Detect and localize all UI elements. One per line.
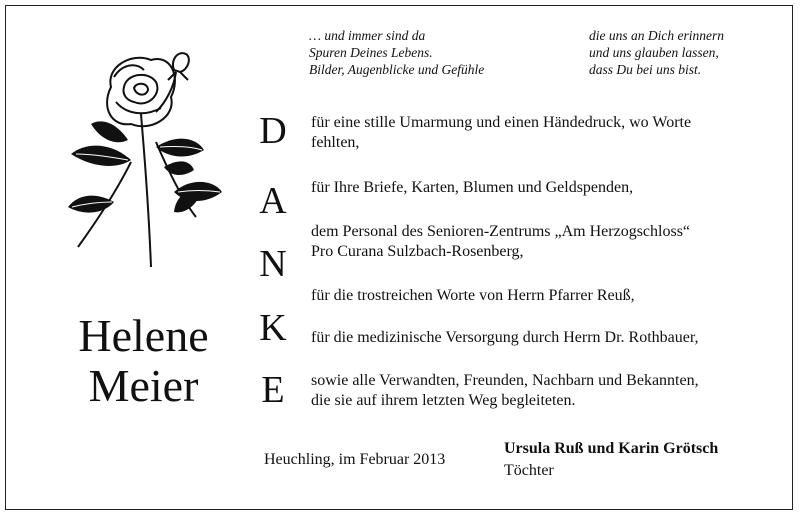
thanks-item [311,328,699,348]
thanks-line: für die trostreichen Worte von Herrn Pfarrer Reuß, [311,287,635,304]
poem-right [589,27,724,78]
danke-letter: N [259,243,287,285]
thanks-line: fehlten, [311,134,360,151]
first-name: Helene [78,310,209,361]
obituary-notice [5,5,793,510]
thanks-item [311,178,633,198]
last-name: Meier [88,360,199,411]
danke-letter: D [259,110,287,152]
poem-line: die uns an Dich erinnern [589,28,724,43]
thanks-item [311,371,699,411]
thanks-item [311,113,691,153]
place-date: Heuchling, im Februar 2013 [264,451,446,468]
danke-letter: E [261,369,285,411]
thanks-line: Pro Curana Sulzbach-Rosenberg, [311,243,524,260]
thanks-item [311,222,690,262]
thanks-line: dem Personal des Senioren-Zentrums „Am Herzogschloss“ [311,223,691,240]
rose-illustration [56,42,226,272]
poem-line: Spuren Deines Lebens. [309,45,433,60]
thanks-line: für eine stille Umarmung und einen Händedruck, wo Worte [311,114,692,131]
thanks-line: für Ihre Briefe, Karten, Blumen und Geldspenden, [311,179,634,196]
thanks-line: die sie auf ihrem letzten Weg begleiteten. [311,392,576,409]
poem-line: dass Du bei uns bist. [589,62,702,77]
signatories: Ursula Ruß und Karin Grötsch [504,440,719,457]
poem-line: … und immer sind da [309,28,426,43]
thanks-line: sowie alle Verwandten, Freunden, Nachbarn und Bekannten, [311,372,699,389]
danke-letter: A [259,180,287,222]
poem-line: Bilder, Augenblicke und Gefühle [309,62,485,77]
poem-line: und uns glauben lassen, [589,45,719,60]
thanks-item [311,286,635,306]
poem-left [309,27,484,78]
thanks-line: für die medizinische Versorgung durch Herrn Dr. Rothbauer, [311,329,699,346]
danke-letter: K [259,307,287,349]
deceased-name [46,311,241,411]
signatories-relation: Töchter [504,462,554,479]
